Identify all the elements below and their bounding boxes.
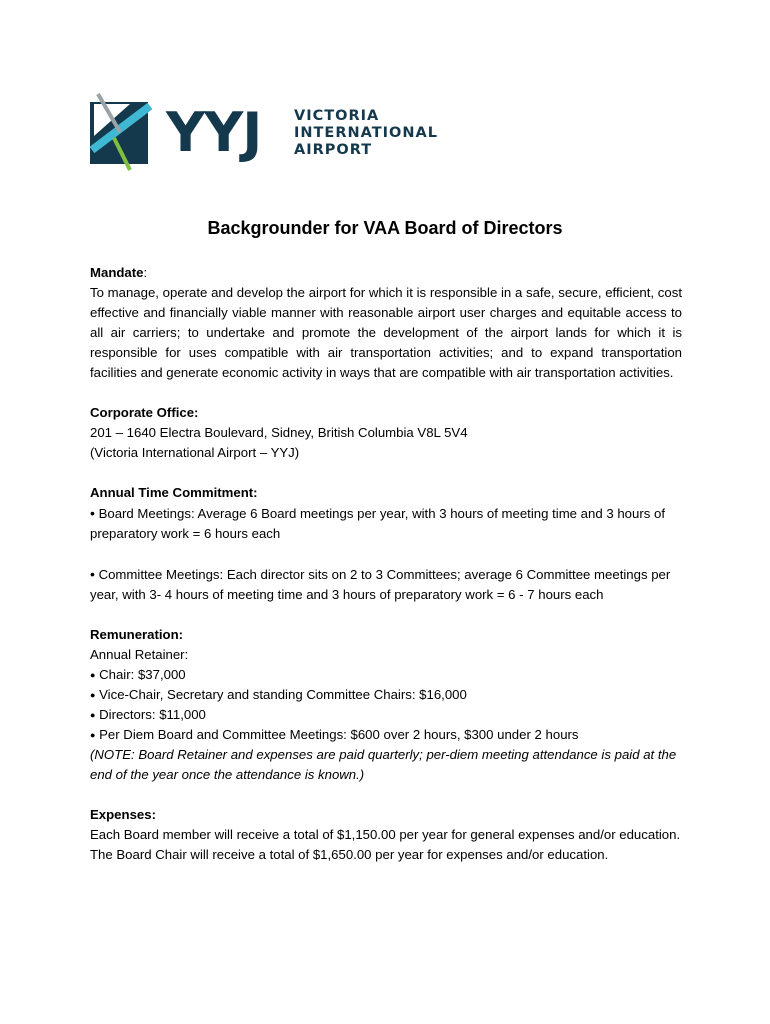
time-commitment-heading: Annual Time Commitment: [90,485,258,500]
expenses-text: Each Board member will receive a total of $1,150.00 per year for general expenses and/or education. The Board Chair will receive a total of $1,650.00 per year for expenses and/or education. [90,827,681,862]
airport-logo-icon [90,92,152,172]
board-meetings-item: • Board Meetings: Average 6 Board meetings per year, with 3 hours of meeting time and 3 hours of preparatory work = 6 hours each [90,505,665,541]
remuneration-note: (NOTE: Board Retainer and expenses are paid quarterly; per-diem meeting attendance is paid at the end of the year once the attendance is known.) [90,747,677,782]
retainer-item: ● Directors: $11,000 [90,707,206,722]
mandate-heading: Mandate: [90,265,148,280]
document-body [90,263,682,865]
logo-airport-name: VICTORIA INTERNATIONAL AIRPORT [294,108,438,158]
remuneration-heading: Remuneration: [90,627,184,642]
yyj-logo [90,92,438,172]
retainer-item: ● Chair: $37,000 [90,667,186,682]
corporate-office-note: (Victoria International Airport – YYJ) [90,445,300,460]
corporate-office-address: 201 – 1640 Electra Boulevard, Sidney, British Columbia V8L 5V4 [90,425,468,440]
committee-meetings-item: • Committee Meetings: Each director sits on 2 to 3 Committees; average 6 Committee meetings per year, with 3- 4 hours of meeting time and 3 hours of preparatory work = 6 - 7 hours each [90,566,671,602]
retainer-item: ● Vice-Chair, Secretary and standing Committee Chairs: $16,000 [90,687,467,702]
corporate-office-heading: Corporate Office: [90,405,199,420]
document-title: Backgrounder for VAA Board of Directors [207,218,563,238]
retainer-item: ● Per Diem Board and Committee Meetings: $600 over 2 hours, $300 under 2 hours [90,727,579,742]
expenses-heading: Expenses: [90,807,156,822]
logo-wordmark: YYJ [166,101,262,164]
mandate-text: To manage, operate and develop the airport for which it is responsible in a safe, secure, efficient, cost effective and financially viable manner with reasonable airport user charges and equitable access to all air carriers; to undertake and promote the development of the airport lands for which it is responsible for uses compatible with air transportation activities; and to expand transportation facilities and generate economic activity in ways that are compatible with air transportation activities. [90,285,682,380]
annual-retainer-label: Annual Retainer: [90,647,189,662]
